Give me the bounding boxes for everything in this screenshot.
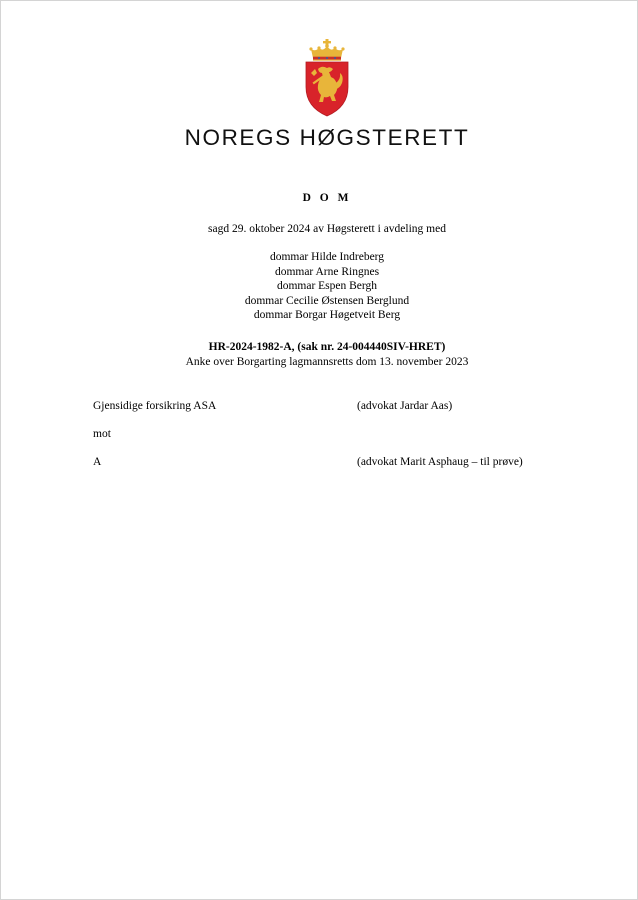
judge-name: dommar Borgar Høgetveit Berg <box>253 309 401 322</box>
appellant-counsel: (advokat Jardar Aas) <box>357 400 453 412</box>
norwegian-coat-of-arms-icon <box>303 39 351 117</box>
sagd-line: sagd 29. oktober 2024 av Høgsterett i avdeling med <box>208 223 446 235</box>
judges-list <box>1 250 638 323</box>
judge-name: dommar Hilde Indreberg <box>269 251 385 263</box>
case-number: HR-2024-1982-A, (sak nr. 24-004440SIV-HRET) <box>208 341 446 353</box>
respondent-name: A <box>93 456 102 468</box>
appellant-name: Gjensidige forsikring ASA <box>93 400 217 412</box>
judge-name: dommar Cecilie Østensen Berglund <box>244 294 410 307</box>
court-name: NOREGS HØGSTERETT <box>184 125 470 150</box>
versus-label: mot <box>93 428 111 440</box>
document-title: D O M <box>302 192 352 204</box>
appeal-line: Anke over Borgarting lagmannsretts dom 13. november 2023 <box>185 356 469 368</box>
judge-name: dommar Espen Bergh <box>276 280 378 293</box>
respondent-counsel: (advokat Marit Asphaug – til prøve) <box>357 456 523 468</box>
judge-name: dommar Arne Ringnes <box>274 265 380 278</box>
